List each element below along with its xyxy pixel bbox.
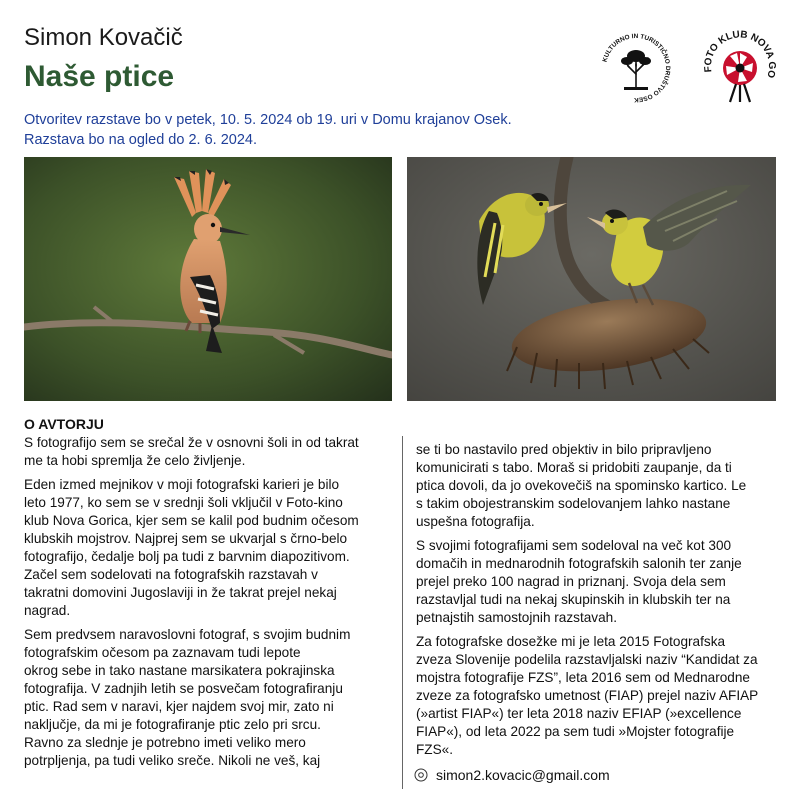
text-line: prejel preko 100 nagrad in priznanj. Svoja dela sem [416,574,726,589]
foto-klub-logo [700,22,780,108]
text-line: mojstra fotografije FZS”, leta 2016 sem od Mednarodne [416,670,750,685]
text-line: fotografskim očesom pa zaznavam tudi lepote [24,645,301,660]
author-name: Simon Kovačič [24,24,183,51]
column-divider [402,436,403,789]
text-line: S svojimi fotografijami sem sodeloval na več kot 300 [416,538,732,553]
text-line: zveze za fotografsko umetnost (FIAP) prejel naziv AFIAP [416,688,759,703]
email-address[interactable]: simon2.kovacic@gmail.com [436,767,610,783]
text-line: FIAP«), od leta 2022 pa sem tudi »Mojster fotografije [416,724,735,739]
foto-klub-logo-text: FOTO KLUB NOVA GO [702,29,778,79]
about-paragraph [416,633,786,759]
foto-klub-camera-aperture-logo [700,22,780,108]
text-line: klub Nova Gorica, kjer sem se kalil pod budnim očesom [24,513,359,528]
about-paragraph [24,626,394,770]
siskins-photo [407,157,776,401]
text-line: naključje, da mi je fotografiranje ptic zelo pri srcu. [24,717,321,732]
text-line: zveza Slovenije podelila razstavljalski naziv “Kandidat za [416,652,758,667]
text-line: Začel sem sodelovati na fotografskih razstavah v [24,567,318,582]
text-line: Eden izmed mejnikov v moji fotografski karieri je bilo [24,477,340,492]
opening-info: Otvoritev razstave bo v petek, 10. 5. 2024 ob 19. uri v Domu krajanov Osek. [24,112,512,128]
text-line: (»artist FIAP«) ter leta 2018 naziv EFIAP (»excellence [416,706,742,721]
text-line: fotografijo, čedalje bolj pa tudi z barvnim diapozitivom. [24,549,350,564]
hoopoe-photo [24,157,392,401]
about-column-right [416,441,786,765]
text-line: se ti bo nastavilo pred objektiv in bilo pripravljeno [416,442,712,457]
about-heading: O AVTORJU [24,416,104,432]
about-paragraph [416,441,786,531]
contact-email [414,767,610,783]
siskins-on-sunflower-photo [407,157,776,401]
text-line: ptic. Rad sem v naravi, kjer najdem svoj mir, zato ni [24,699,334,714]
text-line: potrpljenja, pa tudi veliko sreče. Nikoli ne veš, kaj [24,753,321,768]
duration-info: Razstava bo na ogled do 2. 6. 2024. [24,132,257,148]
hoopoe-bird-photo [24,157,392,401]
text-line: takratni domovini Jugoslaviji in že takrat prejel nekaj [24,585,337,600]
text-line: Za fotografske dosežke mi je leta 2015 Fotografska [416,634,726,649]
about-paragraph [416,537,786,627]
text-line: nagrad. [24,603,71,618]
exhibition-title: Naše ptice [24,60,175,93]
text-line: me ta hobi spremlja že celo življenje. [24,453,246,468]
kud-osek-tree-logo [598,30,674,106]
text-line: klubskih mojstrov. Najprej sem se ukvarjal s črno-belo [24,531,348,546]
text-line: petnajstih samostojnih razstavah. [416,610,617,625]
text-line: uspešna fotografija. [416,514,535,529]
text-line: FZS«. [416,742,454,757]
kud-osek-logo-text: KULTURNO IN TURISTIČNO DRUŠTVO OSEK [601,32,672,104]
text-line: leto 1977, ko sem se v srednji šoli vključil v Foto-kino [24,495,343,510]
text-line: ptica dovoli, da jo ovekovečiš na spominsko kartico. Le [416,478,747,493]
exhibition-info [24,110,512,150]
about-paragraph [24,476,394,620]
text-line: komunicirati s tabo. Moraš si pridobiti zaupanje, da ti [416,460,732,475]
kud-osek-logo [598,30,674,106]
text-line: s takim obojestranskim sodelovanjem lahko nastane [416,496,731,511]
about-paragraph [24,434,394,470]
text-line: razstavljal tudi na nekaj skupinskih in klubskih ter na [416,592,731,607]
text-line: okrog sebe in tako nastane marsikatera pokrajinska [24,663,335,678]
text-line: Ravno za slednje je potrebno imeti veliko mero [24,735,306,750]
text-line: S fotografijo sem se srečal že v osnovni šoli in od takrat [24,435,359,450]
text-line: Sem predvsem naravoslovni fotograf, s svojim budnim [24,627,351,642]
about-column-left [24,434,394,776]
text-line: domačih in mednarodnih fotografskih salonih ter zanje [416,556,742,571]
email-at-icon [414,768,428,782]
text-line: fotografija. V zadnjih letih se posvečam fotografiranju [24,681,343,696]
